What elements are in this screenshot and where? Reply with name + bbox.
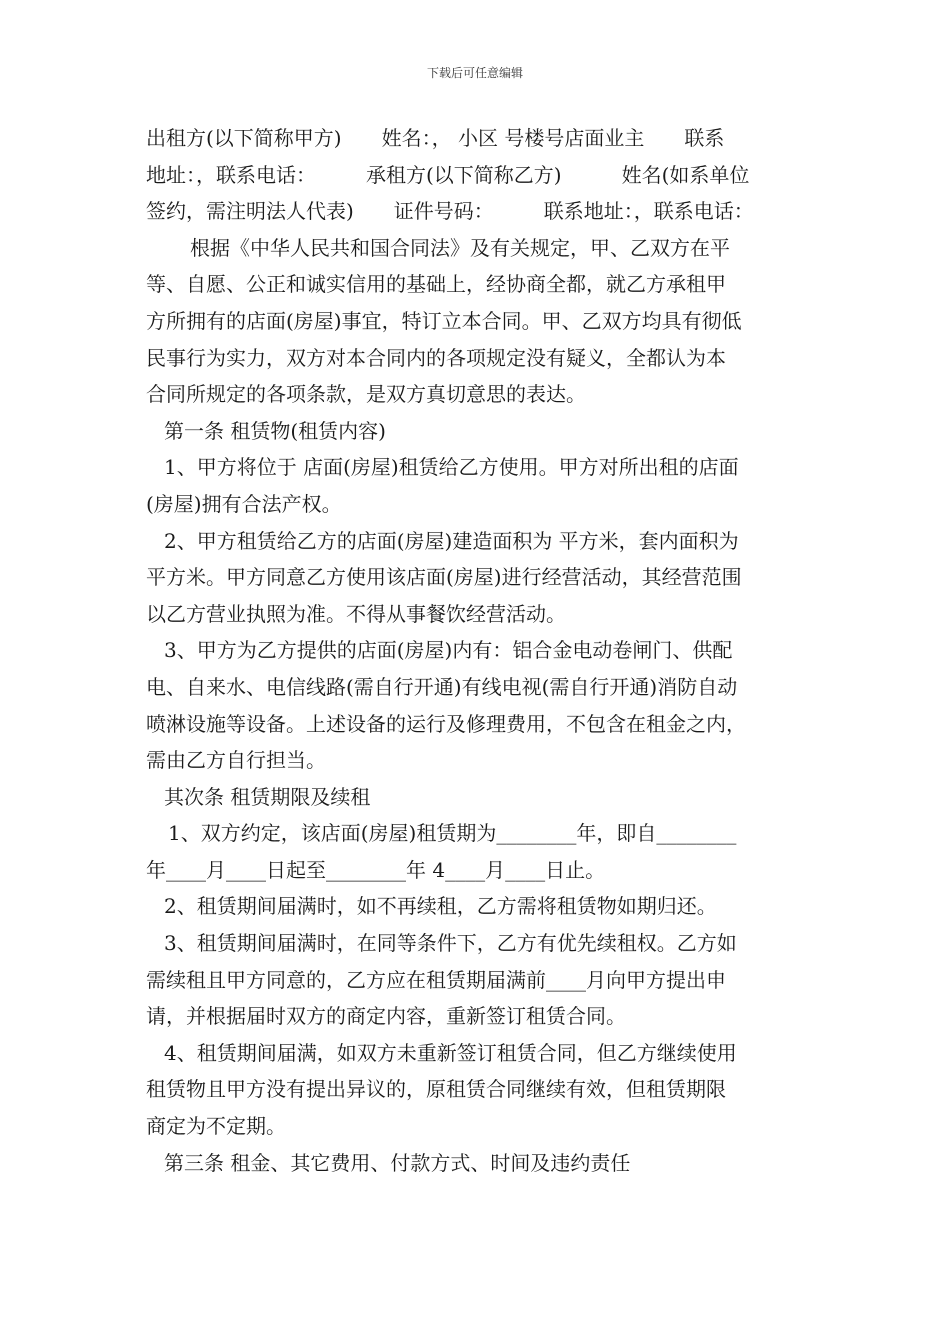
text-line: 民事行为实力，双方对本合同内的各项规定没有疑义，全都认为本 bbox=[146, 345, 726, 370]
contract-body bbox=[146, 120, 826, 1181]
text-line: 地址：，联系电话： 承租方(以下简称乙方) 姓名(如系单位 bbox=[146, 162, 750, 187]
text-line: 请，并根据届时双方的商定内容，重新签订租赁合同。 bbox=[146, 1004, 626, 1029]
text-line: 年____月____日起至________年 4____月____日止。 bbox=[146, 857, 606, 882]
text-line: 合同所规定的各项条款，是双方真切意思的表达。 bbox=[146, 382, 586, 407]
text-line: 平方米。甲方同意乙方使用该店面(房屋)进行经营活动，其经营范围 bbox=[146, 565, 742, 590]
text-line: (房屋)拥有合法产权。 bbox=[146, 491, 342, 516]
text-line: 2、甲方租赁给乙方的店面(房屋)建造面积为 平方米，套内面积为 bbox=[164, 528, 739, 553]
text-line: 方所拥有的店面(房屋)事宜，特订立本合同。甲、乙双方均具有彻低 bbox=[146, 308, 742, 333]
text-line: 以乙方营业执照为准。不得从事餐饮经营活动。 bbox=[146, 601, 566, 626]
text-line: 签约，需注明法人代表) 证件号码： 联系地址：，联系电话： bbox=[146, 199, 754, 224]
text-line: 1、双方约定，该店面(房屋)租赁期为________年，即自________ bbox=[168, 821, 737, 846]
text-line: 1、甲方将位于 店面(房屋)租赁给乙方使用。甲方对所出租的店面 bbox=[164, 455, 739, 480]
text-line: 喷淋设施等设备。上述设备的运行及修理费用，不包含在租金之内， bbox=[146, 711, 746, 736]
text-line: 3、甲方为乙方提供的店面(房屋)内有：铝合金电动卷闸门、供配 bbox=[164, 638, 733, 663]
text-line: 根据《中华人民共和国合同法》及有关规定，甲、乙双方在平 bbox=[190, 235, 730, 260]
text-line: 需由乙方自行担当。 bbox=[146, 748, 326, 773]
text-line: 3、租赁期间届满时，在同等条件下，乙方有优先续租权。乙方如 bbox=[164, 931, 737, 956]
text-line: 电、自来水、电信线路(需自行开通)有线电视(需自行开通)消防自动 bbox=[146, 674, 738, 699]
text-line: 第一条 租赁物(租赁内容) bbox=[164, 418, 386, 443]
text-line: 4、租赁期间届满，如双方未重新签订租赁合同，但乙方继续使用 bbox=[164, 1040, 737, 1065]
text-line: 需续租且甲方同意的，乙方应在租赁期届满前____月向甲方提出申 bbox=[146, 967, 726, 992]
text-line: 等、自愿、公正和诚实信用的基础上，经协商全都，就乙方承租甲 bbox=[146, 272, 726, 297]
text-line: 商定为不定期。 bbox=[146, 1114, 286, 1139]
text-line: 2、租赁期间届满时，如不再续租，乙方需将租赁物如期归还。 bbox=[164, 894, 717, 919]
page-header: 下载后可任意编辑 bbox=[426, 66, 523, 80]
text-line: 其次条 租赁期限及续租 bbox=[164, 784, 371, 809]
text-line: 租赁物且甲方没有提出异议的，原租赁合同继续有效，但租赁期限 bbox=[146, 1077, 726, 1102]
text-line: 出租方(以下简称甲方) 姓名：， 小区 号楼号店面业主 联系 bbox=[146, 126, 725, 150]
text-line: 第三条 租金、其它费用、付款方式、时间及违约责任 bbox=[164, 1150, 631, 1175]
